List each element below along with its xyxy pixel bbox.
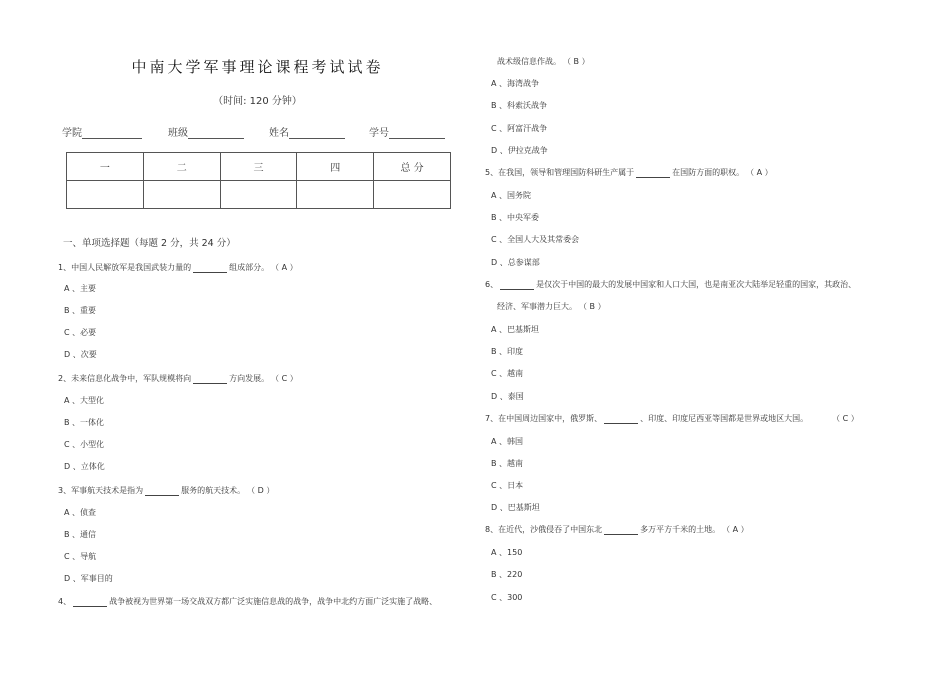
option[interactable]: D 、立体化 bbox=[64, 462, 105, 471]
answer-blank[interactable] bbox=[193, 264, 227, 273]
score-header-4: 四 bbox=[297, 153, 374, 181]
option[interactable]: C 、全国人大及其常委会 bbox=[491, 235, 580, 244]
score-header-1: 一 bbox=[67, 153, 144, 181]
answer-mark: （ A ） bbox=[726, 525, 749, 534]
answer-blank[interactable] bbox=[193, 375, 227, 384]
question-2: 2、未来信息化战争中，军队规模将向 方向发展。 （ C ） bbox=[58, 374, 298, 383]
answer-mark: （ B ） bbox=[567, 57, 590, 66]
option[interactable]: D 、泰国 bbox=[491, 392, 524, 401]
score-cell-3[interactable] bbox=[220, 181, 297, 209]
option[interactable]: B 、中央军委 bbox=[491, 213, 540, 222]
answer-blank[interactable] bbox=[604, 526, 638, 535]
option[interactable]: C 、小型化 bbox=[64, 440, 105, 449]
option[interactable]: D 、次要 bbox=[64, 350, 97, 359]
option[interactable]: C 、越南 bbox=[491, 369, 524, 378]
score-value-row bbox=[67, 181, 451, 209]
question-5: 5、在我国，领导和管理国防科研生产属于 在国防方面的职权。 （ A ） bbox=[485, 168, 773, 177]
option[interactable]: B 、通信 bbox=[64, 530, 97, 539]
option[interactable]: A 、韩国 bbox=[491, 437, 524, 446]
answer-blank[interactable] bbox=[636, 169, 670, 178]
option[interactable]: C 、必要 bbox=[64, 328, 97, 337]
option[interactable]: D 、军事目的 bbox=[64, 574, 113, 583]
score-header-row bbox=[67, 153, 451, 181]
student-id-label: 学号 bbox=[369, 128, 389, 139]
option[interactable]: B 、重要 bbox=[64, 306, 97, 315]
answer-mark: （ A ） bbox=[275, 263, 298, 272]
score-table bbox=[66, 152, 451, 209]
score-header-2: 二 bbox=[143, 153, 220, 181]
exam-title: 中南大学军事理论课程考试试卷 bbox=[131, 58, 384, 76]
option[interactable]: C 、300 bbox=[491, 593, 523, 602]
option[interactable]: A 、150 bbox=[491, 548, 523, 557]
question-1: 1、中国人民解放军是我国武装力量的 组成部分。 （ A ） bbox=[58, 263, 298, 272]
question-4: 4、 战争被视为世界第一场交战双方都广泛实施信息战的战争，战争中北约方面广泛实施了战略、 bbox=[58, 597, 438, 606]
score-cell-4[interactable] bbox=[297, 181, 374, 209]
answer-mark: （ D ） bbox=[251, 486, 275, 495]
option[interactable]: A 、侦查 bbox=[64, 508, 97, 517]
answer-blank[interactable] bbox=[604, 415, 638, 424]
exam-duration: （时间: 120 分钟） bbox=[213, 96, 302, 107]
answer-mark: （ C ） bbox=[836, 414, 859, 423]
option[interactable]: A 、国务院 bbox=[491, 191, 532, 200]
score-cell-2[interactable] bbox=[143, 181, 220, 209]
score-cell-1[interactable] bbox=[67, 181, 144, 209]
option[interactable]: B 、科索沃战争 bbox=[491, 101, 548, 110]
answer-blank[interactable] bbox=[500, 281, 534, 290]
option[interactable]: A 、海湾战争 bbox=[491, 79, 540, 88]
option[interactable]: C 、阿富汗战争 bbox=[491, 124, 548, 133]
option[interactable]: B 、越南 bbox=[491, 459, 524, 468]
question-4-continuation: 战术级信息作战。 （ B ） bbox=[497, 57, 590, 66]
section-heading: 一、单项选择题（每题 2 分，共 24 分） bbox=[63, 238, 236, 249]
option[interactable]: D 、巴基斯坦 bbox=[491, 503, 540, 512]
option[interactable]: A 、主要 bbox=[64, 284, 97, 293]
answer-blank[interactable] bbox=[73, 598, 107, 607]
question-7: 7、在中国周边国家中，俄罗斯、 、印度、印度尼西亚等国都是世界或地区大国。 （ C ） bbox=[485, 414, 859, 423]
question-3: 3、军事航天技术是指为 服务的航天技术。 （ D ） bbox=[58, 486, 275, 495]
score-header-total: 总 分 bbox=[374, 153, 451, 181]
score-header-3: 三 bbox=[220, 153, 297, 181]
option[interactable]: D 、伊拉克战争 bbox=[491, 146, 548, 155]
option[interactable]: D 、总参谋部 bbox=[491, 258, 540, 267]
option[interactable]: A 、大型化 bbox=[64, 396, 105, 405]
name-field[interactable] bbox=[269, 124, 345, 139]
score-cell-total[interactable] bbox=[374, 181, 451, 209]
option[interactable]: B 、220 bbox=[491, 570, 523, 579]
option[interactable]: B 、印度 bbox=[491, 347, 524, 356]
answer-mark: （ C ） bbox=[275, 374, 298, 383]
name-label: 姓名 bbox=[269, 128, 289, 139]
answer-mark: （ B ） bbox=[583, 302, 606, 311]
answer-blank[interactable] bbox=[145, 487, 179, 496]
option[interactable]: C 、日本 bbox=[491, 481, 524, 490]
option[interactable]: A 、巴基斯坦 bbox=[491, 325, 540, 334]
option[interactable]: C 、导航 bbox=[64, 552, 97, 561]
college-label: 学院 bbox=[62, 128, 82, 139]
question-8: 8、在近代，沙俄侵吞了中国东北 多万平方千米的土地。 （ A ） bbox=[485, 525, 749, 534]
student-id-field[interactable] bbox=[369, 124, 445, 139]
question-6-continuation: 经济、军事潜力巨大。 （ B ） bbox=[497, 302, 606, 311]
class-label: 班级 bbox=[168, 128, 188, 139]
college-field[interactable] bbox=[62, 124, 142, 139]
option[interactable]: B 、一体化 bbox=[64, 418, 105, 427]
question-6: 6、 是仅次于中国的最大的发展中国家和人口大国，也是南亚次大陆举足轻重的国家，其政治、 bbox=[485, 280, 857, 289]
answer-mark: （ A ） bbox=[750, 168, 773, 177]
class-field[interactable] bbox=[168, 124, 244, 139]
